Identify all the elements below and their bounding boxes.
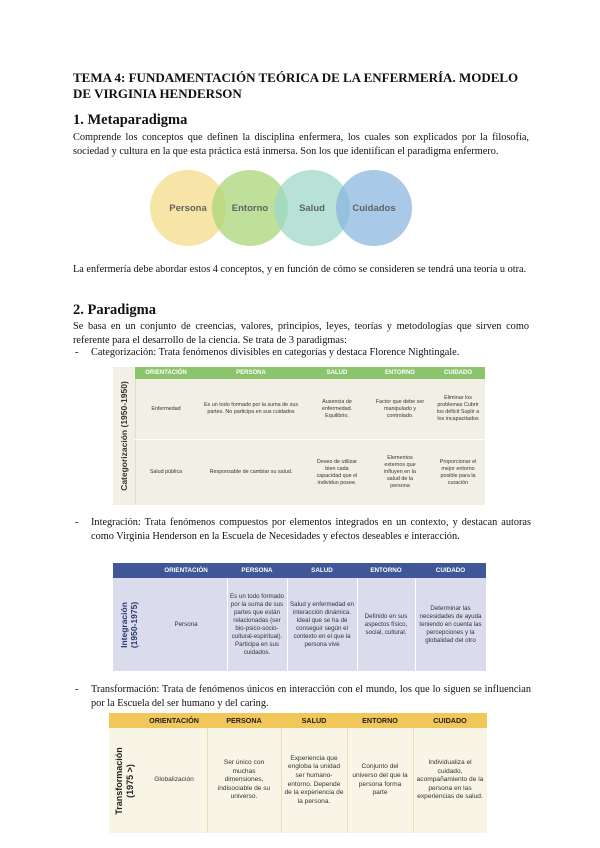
- table-side-label: [109, 728, 141, 833]
- table-cell: Conjunto del universo del que la persona forma parte: [352, 763, 408, 797]
- table-cell: Determinar las necesidades de ayuda teniendo en cuenta las percepciones y la globalidad del otro: [419, 604, 482, 644]
- table-cell: Individualiza el cuidado, acompañamiento de la persona en las experiencias de salud.: [416, 759, 484, 801]
- table-cell: Ausencia de enfermedad. Equilibrio.: [321, 398, 353, 419]
- table-cell: Globalización: [154, 776, 194, 784]
- bullet-text: Transformación: Trata de fenómenos únicos en interacción con el mundo, los que lo siguen se influencian por la Escuela del ser humano y del caring.: [91, 684, 531, 709]
- table-header: ORIENTACIÓN: [149, 716, 199, 725]
- paradigma-intro: Se basa en un conjunto de creencias, valores, principios, leyes, teorías y metodologías que sirven como referente para el desarrollo de la ciencia. Se trata de 3 paradigmas:: [73, 321, 529, 346]
- table-integracion: [113, 563, 486, 671]
- table-cell: Es un todo formado por la suma de sus partes que están relacionadas (ser bio-psico-socio-cultural-espiritual). Participa en sus cuidados.: [229, 592, 284, 656]
- bullet-text: Categorización: Trata fenómenos divisibles en categorías y destaca Florence Nightingale.: [91, 347, 460, 358]
- bullet-text: Integración: Trata fenómenos compuestos por elementos integrados en un contexto, y destacan autoras como Virginia Henderson en la Escuela de Necesidades y efectos deseables e interacción.: [91, 517, 531, 542]
- venn-circle-cuidados: [336, 170, 412, 246]
- bullet-transformacion: [75, 683, 531, 710]
- section-heading-paradigma: 2. Paradigma: [73, 302, 156, 318]
- table-header: ENTORNO: [385, 370, 415, 376]
- table-header: ORIENTACIÓN: [145, 370, 187, 376]
- table-cell: Salud pública: [149, 469, 183, 475]
- table-header: SALUD: [311, 567, 333, 574]
- bullet-dash: -: [75, 684, 79, 695]
- table-cell: Elementos externos que influyen en la salud de la persona: [384, 455, 416, 489]
- page-title: TEMA 4: FUNDAMENTACIÓN TEÓRICA DE LA ENFERMERÍA. MODELO DE VIRGINIA HENDERSON: [73, 70, 519, 101]
- venn-diagram: [150, 170, 420, 250]
- table-cell: Persona: [174, 620, 198, 628]
- metaparadigma-intro: Comprende los conceptos que definen la disciplina enfermera, los cuales son explicados por la filosofía, sociedad y cultura en la que esta práctica está inmersa. Son los que identifican el paradigma enfermero.: [73, 132, 529, 157]
- table-transformacion: [109, 713, 487, 833]
- table-cell: Factor que debe ser manipulado y controlado.: [375, 398, 425, 419]
- table-cell: Proporcionar el mejor entorno posible para la curación: [439, 458, 477, 486]
- bullet-dash: -: [75, 347, 79, 358]
- table-categorizacion: [113, 367, 485, 505]
- table-header: PERSONA: [241, 567, 273, 574]
- table-cell: Ser único con muchas dimensiones, indisociable de su universo.: [217, 759, 271, 801]
- side-line: (1975 >): [125, 763, 135, 798]
- section-heading-metaparadigma: 1. Metaparadigma: [73, 112, 188, 128]
- table-cell: Eliminar los problemas Cubrir los déficit Suplir a los incapacitados: [436, 395, 480, 422]
- table-side-label: [113, 578, 145, 671]
- venn-label: Entorno: [231, 202, 269, 214]
- table-cell: Definido en sus aspectos físico, social, cultural.: [364, 612, 408, 636]
- bullet-integracion: [75, 516, 531, 543]
- table-cell: Experiencia que engloba la unidad ser humano-entorno. Depende de la experiencia de la persona.: [284, 754, 344, 805]
- bullet-categorizacion: [75, 346, 531, 360]
- table-header: SALUD: [301, 716, 327, 725]
- table-cell: Es un todo formado por la suma de sus partes. No participa en sus cuidados: [203, 402, 299, 415]
- venn-label: Salud: [299, 202, 325, 214]
- table-header: ENTORNO: [370, 567, 402, 574]
- venn-label: Persona: [169, 202, 207, 214]
- metaparadigma-outro: La enfermería debe abordar estos 4 conceptos, y en función de cómo se consideren se tendrá una teoría u otra.: [73, 264, 527, 275]
- side-line: Integración: [119, 601, 129, 648]
- venn-label: Cuidados: [352, 202, 396, 214]
- table-cell: Responsable de cambiar su salud.: [209, 469, 293, 475]
- bullet-dash: -: [75, 517, 79, 528]
- side-line: (1950-1975): [129, 601, 139, 648]
- table-header: ENTORNO: [362, 716, 398, 725]
- table-header: CUIDADO: [444, 370, 472, 376]
- table-header: PERSONA: [236, 370, 266, 376]
- table-cell: Deseo de utilizar bien cada capacidad que el individuo posee.: [316, 458, 358, 486]
- table-header: CUIDADO: [433, 716, 467, 725]
- table-cell: Enfermedad: [151, 405, 181, 412]
- table-header: ORIENTACIÓN: [164, 567, 208, 574]
- table-header: PERSONA: [226, 716, 262, 725]
- side-line: Transformación: [114, 746, 124, 815]
- table-header: CUIDADO: [435, 567, 466, 574]
- table-header: SALUD: [326, 370, 348, 376]
- table-cell: Salud y enfermedad en interacción dinámica. Ideal que se ha de conseguir según el contexto en el que la persona vive: [290, 600, 354, 648]
- table-side-label: Categorización (1950-1950): [113, 367, 136, 505]
